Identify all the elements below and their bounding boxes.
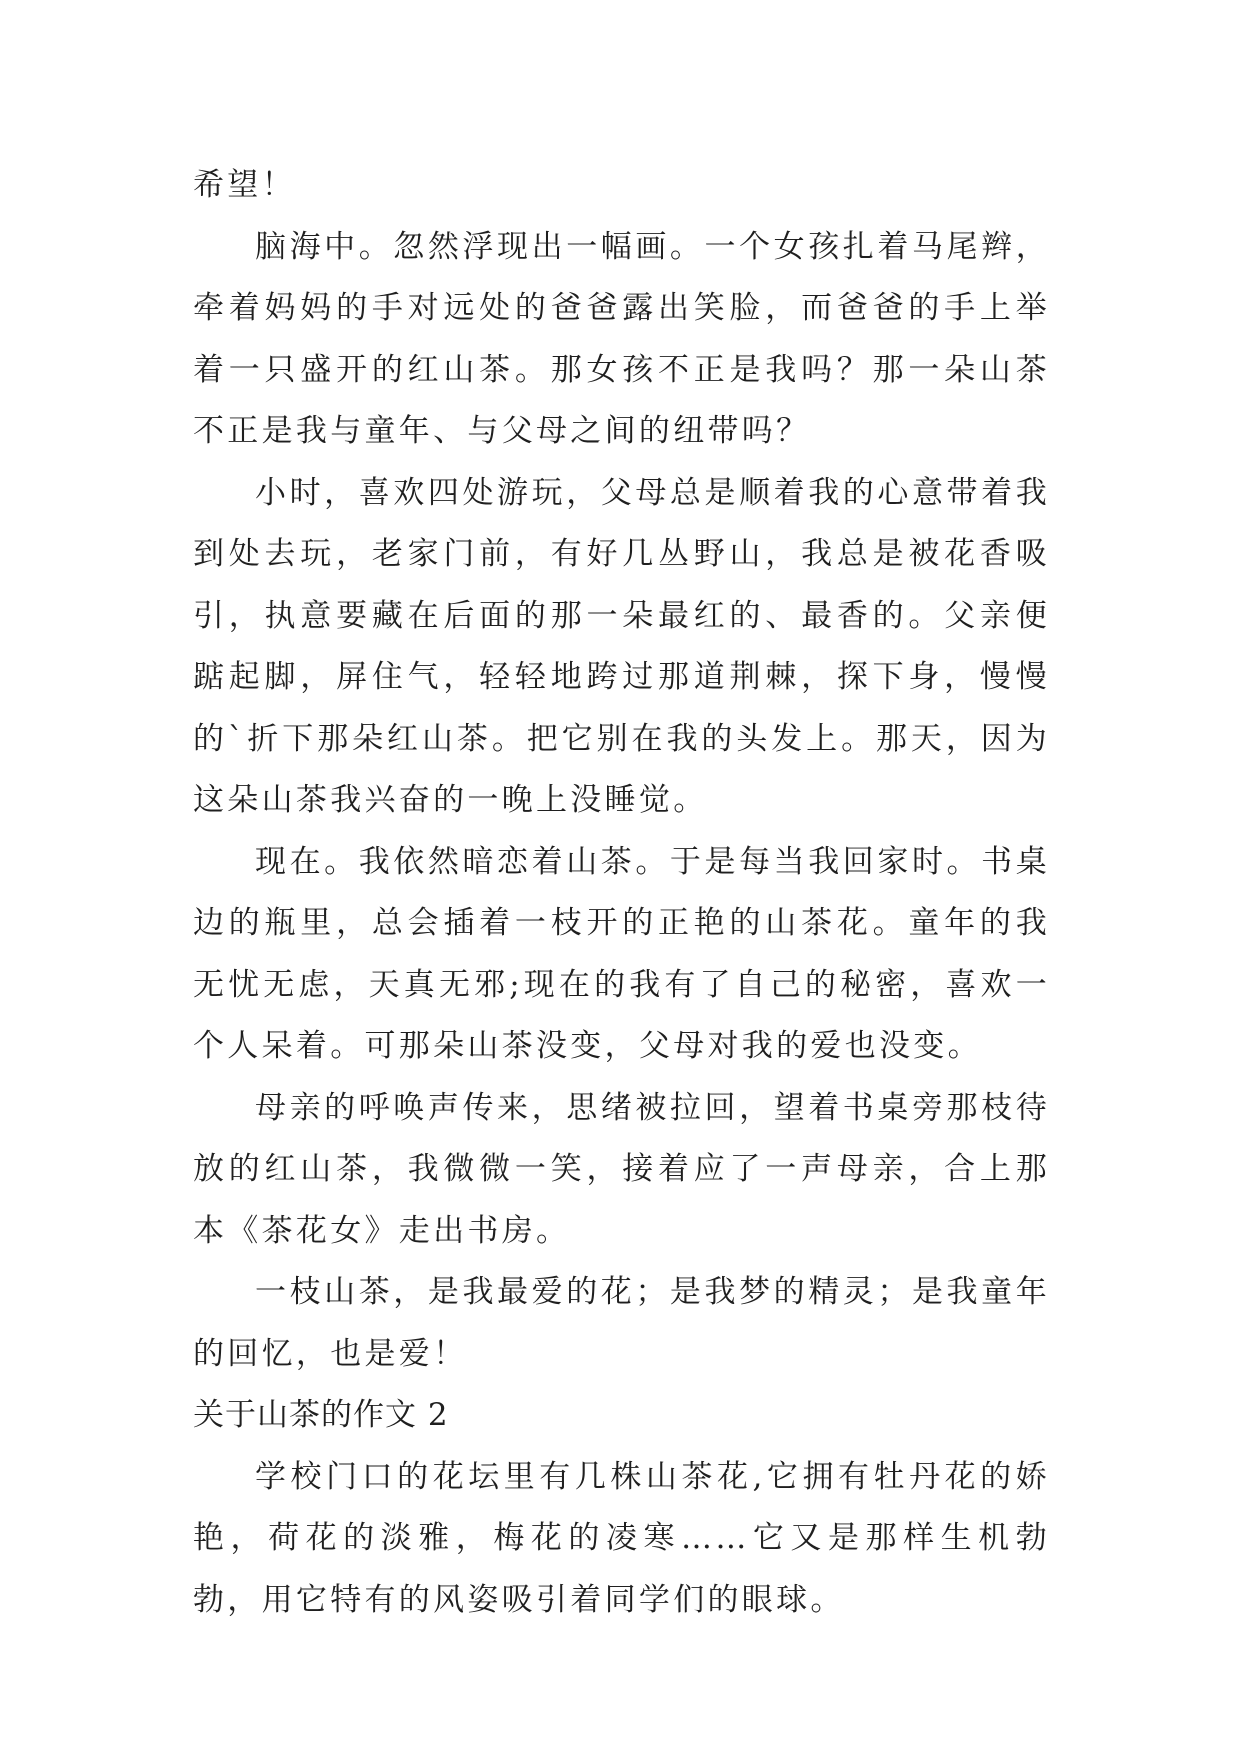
paragraph: 小时，喜欢四处游玩，父母总是顺着我的心意带着我到处去玩，老家门前，有好几丛野山，我总是被花香吸引，执意要藏在后面的那一朵最红的、最香的。父亲便踮起脚，屏住气，轻轻地跨过那道荆棘，探下身，慢慢的`折下那朵红山茶。把它别在我的头发上。那天，因为这朵山茶我兴奋的一晚上没睡觉。 — [193, 474, 1050, 818]
document-body — [193, 155, 1050, 1631]
paragraph-continuation: 希望！ — [193, 167, 296, 203]
paragraph: 脑海中。忽然浮现出一幅画。一个女孩扎着马尾辫，牵着妈妈的手对远处的爸爸露出笑脸，而爸爸的手上举着一只盛开的红山茶。那女孩不正是我吗？那一朵山茶不正是我与童年、与父母之间的纽带吗？ — [193, 228, 1050, 449]
paragraph: 母亲的呼唤声传来，思绪被拉回，望着书桌旁那枝待放的红山茶，我微微一笑，接着应了一声母亲，合上那本《茶花女》走出书房。 — [193, 1089, 1050, 1249]
paragraph: 学校门口的花坛里有几株山茶花,它拥有牡丹花的娇艳，荷花的淡雅，梅花的凌寒……它又是那样生机勃勃，用它特有的风姿吸引着同学们的眼球。 — [193, 1458, 1050, 1618]
section-heading: 关于山茶的作文 2 — [193, 1397, 449, 1433]
paragraph: 现在。我依然暗恋着山茶。于是每当我回家时。书桌边的瓶里，总会插着一枝开的正艳的山茶花。童年的我无忧无虑，天真无邪;现在的我有了自己的秘密，喜欢一个人呆着。可那朵山茶没变，父母对我的爱也没变。 — [193, 843, 1050, 1064]
paragraph: 一枝山茶，是我最爱的花；是我梦的精灵；是我童年的回忆，也是爱！ — [193, 1274, 1050, 1372]
